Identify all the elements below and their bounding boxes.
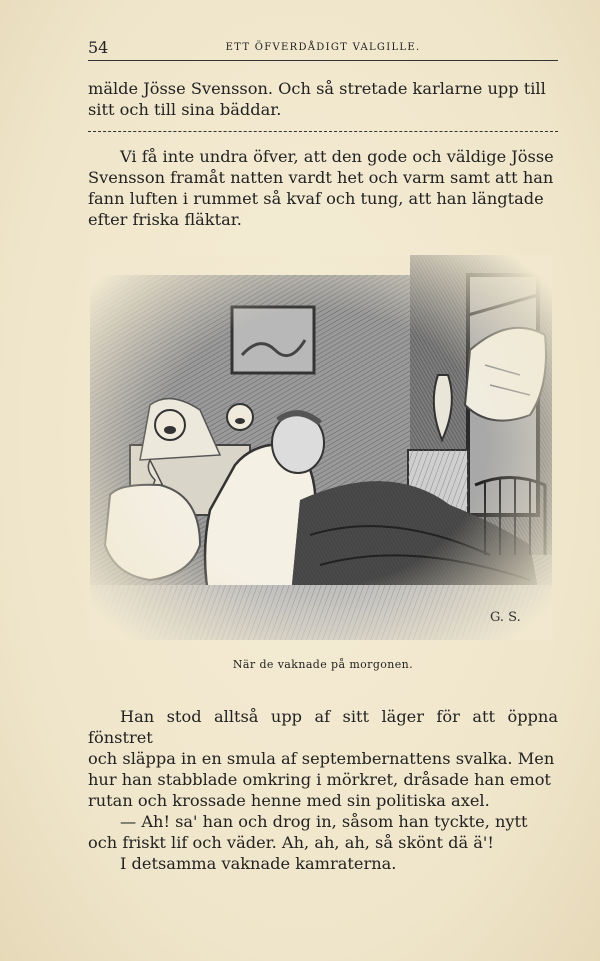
paragraph-2 — [88, 146, 558, 230]
text-line: sitt och till sina bäddar. — [88, 100, 282, 119]
text-line: — Ah! sa' han och drog in, såsom han tyckte, nytt — [120, 812, 528, 831]
text-line: mälde Jösse Svensson. Och så stretade karlarne upp till — [88, 79, 546, 98]
text-line: och släppa in en smula af septembernattens svalka. Men — [88, 749, 555, 768]
text-line: rutan och krossade henne med sin politiska axel. — [88, 791, 490, 810]
bedroom-illustration — [90, 255, 552, 640]
illustration-caption: När de vaknade på morgonen. — [232, 658, 414, 671]
artist-signature: G. S. — [490, 610, 521, 625]
text-line: Vi få inte undra öfver, att den gode och väldige Jösse — [120, 147, 554, 166]
page-number: 54 — [88, 38, 109, 57]
text-line: Han stod alltså upp af sitt läger för att öppna fönstret — [88, 707, 558, 747]
text-line: hur han stabblade omkring i mörkret, dråsade han emot — [88, 770, 551, 789]
text-line: Svensson framåt natten vardt het och varm samt att han — [88, 168, 554, 187]
section-divider — [88, 131, 558, 132]
running-head: ETT ÖFVERDÅDIGT VALGILLE. — [225, 42, 421, 53]
page-header — [88, 38, 558, 61]
text-line: och friskt lif och väder. Ah, ah, ah, så skönt dä ä'! — [88, 833, 494, 852]
text-line: efter friska fläktar. — [88, 210, 242, 229]
top-paragraph — [88, 78, 558, 120]
text-line: I detsamma vaknade kamraterna. — [120, 854, 397, 873]
text-line: fann luften i rummet så kvaf och tung, att han längtade — [88, 189, 544, 208]
paragraph-3-5 — [88, 706, 558, 874]
